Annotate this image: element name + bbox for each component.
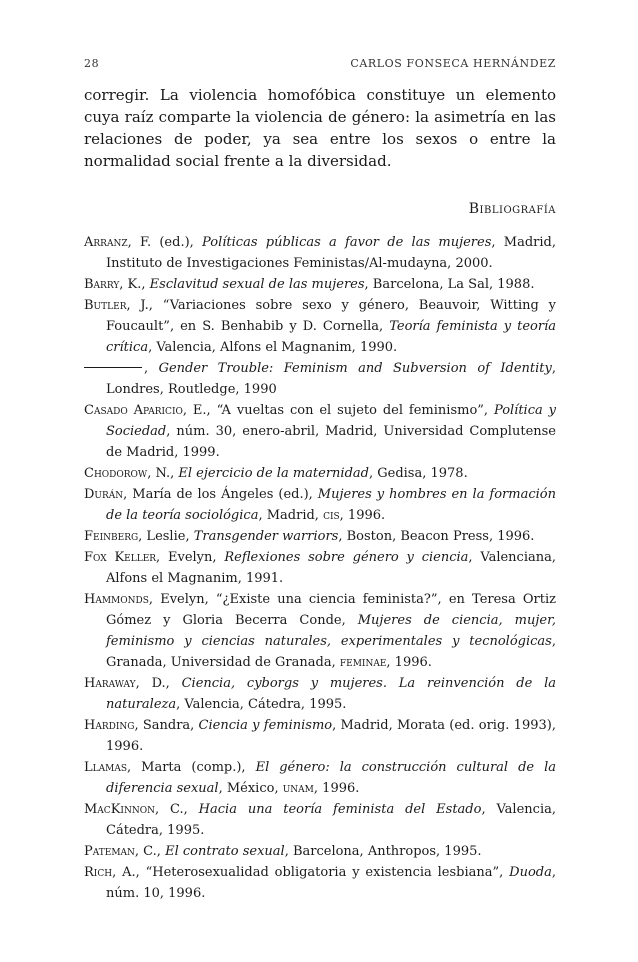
entry-text: , 1996. — [339, 508, 386, 523]
entry-text: , Leslie, — [138, 529, 194, 544]
bibliography-entry — [84, 589, 556, 673]
bibliography-entry — [84, 274, 556, 295]
bibliography-entry — [84, 526, 556, 547]
entry-title: El ejercicio de la maternidad — [178, 466, 369, 481]
entry-title: Mujeres y hombres en la formación de la teoría sociológica — [106, 487, 556, 523]
entry-text: , Barcelona, La Sal, 1988. — [364, 277, 535, 292]
entry-title: Esclavitud sexual de las mujeres — [149, 277, 365, 292]
entry-author: Harding — [84, 718, 135, 733]
entry-acronym: feminae — [339, 655, 387, 670]
running-head-author: CARLOS FONSECA HERNÁNDEZ — [350, 57, 556, 70]
entry-text: , Granada, Universidad de Granada, — [106, 634, 556, 670]
page-number: 28 — [84, 57, 100, 70]
entry-author: Chodorow — [84, 466, 148, 481]
bibliography-title: Bibliografía — [468, 201, 556, 217]
entry-author: Hammonds — [84, 592, 149, 607]
entry-text: , núm. 30, enero-abril, Madrid, Universidad Complutense de Madrid, 1999. — [106, 424, 556, 460]
entry-text: , núm. 10, 1996. — [106, 865, 556, 901]
entry-text: , F. (ed.), — [127, 235, 203, 250]
entry-author: Casado Aparicio — [84, 403, 183, 418]
entry-text: , 1996. — [313, 781, 360, 796]
bibliography-entry — [84, 400, 556, 463]
entry-text: , A., “Heterosexualidad obligatoria y existencia lesbiana”, — [112, 865, 510, 880]
entry-author: Butler — [84, 298, 127, 313]
entry-text: , K., — [119, 277, 150, 292]
entry-author: Feinberg — [84, 529, 139, 544]
bibliography-entry — [84, 799, 556, 841]
entry-title: Políticas públicas a favor de las mujeres — [202, 235, 492, 250]
bibliography-entry — [84, 232, 556, 274]
entry-title: Hacia una teoría feminista del Estado — [198, 802, 482, 817]
running-head — [84, 57, 556, 73]
entry-text: , Valenciana, Alfons el Magnanim, 1991. — [106, 550, 556, 586]
bibliography-entry — [84, 715, 556, 757]
entry-text: , México, — [218, 781, 283, 796]
bibliography-entry — [84, 862, 556, 904]
entry-text: , N., — [147, 466, 179, 481]
body-paragraph: corregir. La violencia homofóbica constituye un elemento cuya raíz comparte la violencia de género: la asimetría en las relaciones de poder, ya sea entre los sexos o entre la normalidad social frente a la diversidad. — [84, 86, 556, 170]
entry-text: , Sandra, — [134, 718, 199, 733]
entry-text: , Valencia, Alfons el Magnanim, 1990. — [148, 340, 398, 355]
bibliography-entry — [84, 757, 556, 799]
entry-author: Durán — [84, 487, 124, 502]
bibliography-entry — [84, 547, 556, 589]
entry-author: Fox Keller — [84, 550, 157, 565]
entry-text: , J., “Variaciones sobre sexo y género, Beauvoir, Witting y Foucault”, en S. Benhabib y D. Cornella, — [106, 298, 556, 334]
bibliography-entry — [84, 295, 556, 358]
entry-text: , Evelyn, “¿Existe una ciencia feminista?”, en Teresa Ortiz Gómez y Gloria Becerra Conde, — [106, 592, 556, 628]
entry-text: , Boston, Beacon Press, 1996. — [338, 529, 535, 544]
entry-text: , D., — [135, 676, 182, 691]
entry-text: , Gedisa, 1978. — [368, 466, 468, 481]
entry-text: , Londres, Routledge, 1990 — [106, 361, 556, 397]
entry-title: El contrato sexual — [165, 844, 285, 859]
entry-text: , Madrid, — [258, 508, 324, 523]
entry-text: , Valencia, Cátedra, 1995. — [176, 697, 347, 712]
entry-text: , Evelyn, — [156, 550, 225, 565]
entry-author: MacKinnon — [84, 802, 155, 817]
entry-text: , C., — [134, 844, 166, 859]
entry-text: , — [144, 361, 159, 376]
entry-acronym: unam — [282, 781, 314, 796]
bibliography-entry — [84, 463, 556, 484]
entry-text: , Madrid, Instituto de Investigaciones Feministas/Al-mudayna, 2000. — [106, 235, 556, 271]
entry-text: , Valencia, Cátedra, 1995. — [106, 802, 556, 838]
entry-author: Pateman — [84, 844, 135, 859]
bibliography-entry — [84, 358, 556, 400]
bibliography-list — [84, 232, 556, 904]
entry-title: Transgender warriors — [193, 529, 339, 544]
entry-text: , María de los Ángeles (ed.), — [123, 487, 318, 502]
entry-title: Reflexiones sobre género y ciencia — [224, 550, 469, 565]
entry-title: Mujeres de ciencia, mujer, feminismo y ciencias naturales, experimentales y tecnológicas — [106, 613, 556, 649]
entry-text: , E., “A vueltas con el sujeto del feminismo”, — [182, 403, 494, 418]
entry-title: Teoría feminista y teoría crítica — [106, 319, 557, 355]
bibliography-entry — [84, 484, 556, 526]
entry-title: Gender Trouble: Feminism and Subversion of Identity — [158, 361, 552, 376]
entry-author: Llamas — [84, 760, 127, 775]
entry-title: El género: la construcción cultural de la diferencia sexual — [106, 760, 557, 796]
entry-acronym: cis — [323, 508, 340, 523]
entry-author: Arranz — [84, 235, 128, 250]
entry-title: Duoda — [509, 865, 552, 880]
repeat-author-dash — [84, 367, 142, 368]
entry-title: Ciencia y feminismo — [198, 718, 333, 733]
entry-author: Rich — [84, 865, 113, 880]
bibliography-entry — [84, 841, 556, 862]
entry-title: Ciencia, cyborgs y mujeres. La reinvención de la naturaleza — [106, 676, 556, 712]
bibliography-entry — [84, 673, 556, 715]
entry-text: , 1996. — [386, 655, 432, 670]
entry-text: , Madrid, Morata (ed. orig. 1993), 1996. — [106, 718, 556, 754]
entry-author: Haraway — [84, 676, 136, 691]
entry-text: , Barcelona, Anthropos, 1995. — [284, 844, 482, 859]
entry-author: Barry — [84, 277, 120, 292]
entry-text: , C., — [154, 802, 199, 817]
entry-text: , Marta (comp.), — [127, 760, 256, 775]
entry-title: Política y Sociedad — [106, 403, 556, 439]
